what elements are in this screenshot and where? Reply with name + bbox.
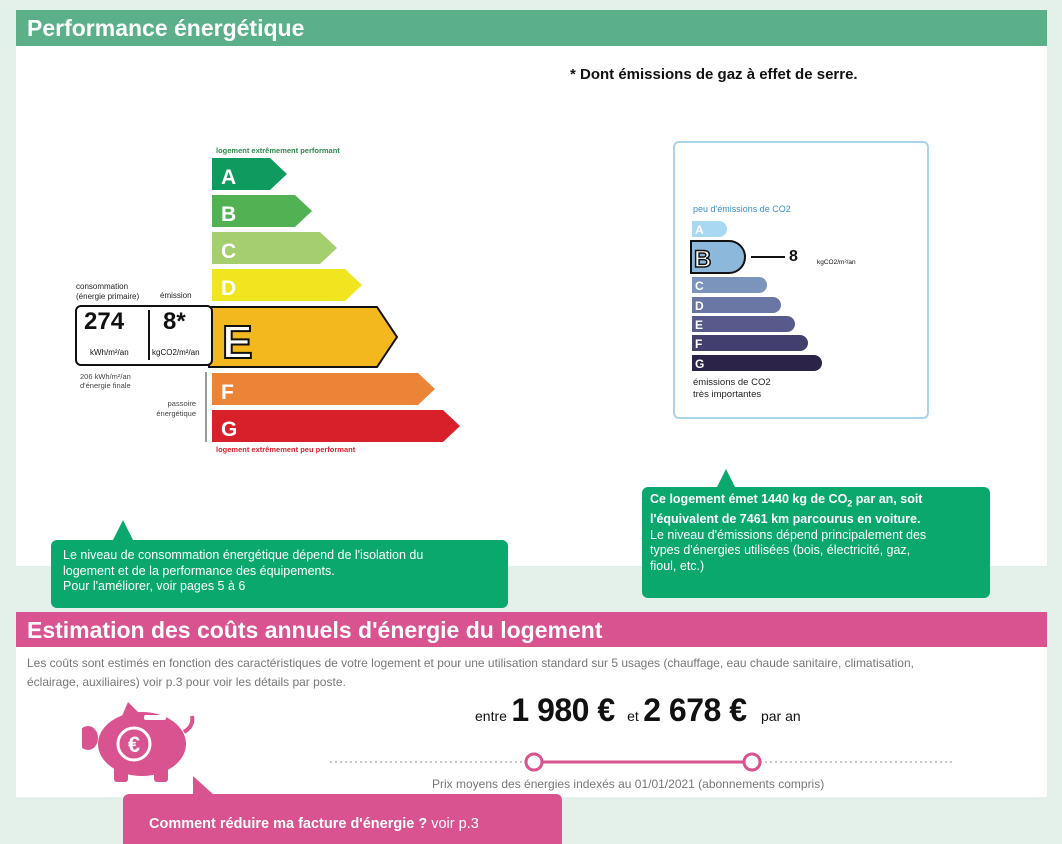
emissions-info-bubble [642, 487, 990, 598]
value-divider [148, 310, 150, 360]
cost-description [27, 654, 1037, 692]
bubble-right-tail [716, 469, 736, 489]
section-title-costs: Estimation des coûts annuels d'énergie du logement [27, 617, 603, 643]
tip-bubble-tail [193, 776, 215, 796]
emission-unit: kgCO2/m²/an [152, 348, 200, 357]
bubble-right-line2: types d'énergies utilisées (bois, électricité, gaz, [650, 543, 911, 557]
co2-scale [689, 218, 829, 376]
consumption-value: 274 [84, 308, 125, 335]
co2-bottom-caption-line1: émissions de CO2 [693, 377, 771, 388]
dpe-top-caption: logement extrêmement performant [216, 146, 340, 155]
dpe-letter-a: A [221, 166, 237, 189]
bubble-right-bold2: par an, soit [852, 492, 923, 506]
co2-class-a [692, 221, 727, 237]
bubble-right-sub: 2 [847, 498, 853, 509]
dpe-letter-e: E [222, 316, 253, 368]
dpe-class-g [212, 410, 460, 442]
range-prefix: entre [475, 708, 507, 724]
co2-letter-b: B [694, 246, 712, 273]
bubble-left-line2: logement et de la performance des équipements. [63, 563, 335, 578]
co2-letter-g: G [695, 357, 705, 371]
bubble-right-line3: fioul, etc.) [650, 558, 705, 573]
bubble-left-line3: Pour l'améliorer, voir pages 5 à 6 [63, 579, 246, 593]
co2-class-d [692, 297, 781, 313]
dpe-class-c [212, 232, 337, 264]
dpe-bottom-caption: logement extrêmement peu performant [216, 445, 356, 454]
piggy-euro-symbol: € [127, 732, 141, 757]
co2-letter-a: A [695, 223, 704, 237]
co2-class-g [692, 355, 822, 371]
dpe-letter-d: D [221, 277, 237, 300]
cost-range [475, 692, 801, 729]
range-max: 2 678 € [643, 692, 747, 728]
co2-top-caption: peu d'émissions de CO2 [693, 204, 791, 214]
cost-range-bar [328, 750, 958, 774]
dpe-letter-f: F [221, 381, 234, 404]
tip-question: Comment réduire ma facture d'énergie ? [149, 816, 428, 832]
co2-class-e [692, 316, 795, 332]
range-max-marker [744, 754, 760, 770]
range-and: et [627, 708, 639, 724]
bubble-left-tail [113, 520, 133, 540]
emission-label: émission [160, 291, 192, 300]
price-note: Prix moyens des énergies indexés au 01/01/2021 (abonnements compris) [432, 777, 825, 791]
tip-box [123, 794, 562, 844]
consumption-unit: kWh/m²/an [90, 348, 129, 357]
bubble-right-line1: Le niveau d'émissions dépend principalement des [650, 527, 927, 542]
co2-bottom-caption-line2: très importantes [693, 389, 762, 400]
dpe-letter-g: G [221, 418, 238, 441]
dpe-class-b [212, 195, 312, 227]
range-min-marker [526, 754, 542, 770]
piggy-bank-icon [82, 702, 196, 784]
final-energy-line1: 206 kWh/m²/an [80, 372, 131, 381]
co2-letter-d: D [695, 299, 704, 313]
dpe-letter-b: B [221, 203, 237, 226]
dpe-scale [205, 154, 475, 446]
co2-class-c [692, 277, 767, 293]
bubble-right-bold1: Ce logement émet 1440 kg de CO [650, 492, 848, 506]
co2-letter-f: F [695, 337, 703, 351]
dpe-class-d [212, 269, 362, 301]
passoire-line2: énergétique [156, 409, 196, 418]
range-min: 1 980 € [511, 692, 615, 728]
dpe-letter-c: C [221, 240, 237, 263]
dpe-class-a [212, 158, 287, 190]
passoire-bracket [205, 372, 207, 442]
co2-class-b [691, 241, 745, 273]
consumption-info-bubble [51, 540, 508, 608]
final-energy-note [80, 372, 131, 390]
section-title-performance: Performance énergétique [27, 15, 305, 41]
co2-class-f [692, 335, 808, 351]
emission-value: 8* [163, 308, 186, 335]
co2-letter-c: C [695, 279, 704, 293]
dpe-class-e [209, 307, 397, 368]
co2-unit: kgCO2/m²/an [817, 259, 856, 266]
tip-link[interactable]: voir p.3 [427, 816, 479, 832]
bubble-left-line1: Le niveau de consommation énergétique dépend de l'isolation du [63, 548, 424, 562]
passoire-label [144, 399, 196, 419]
dpe-class-f [212, 373, 435, 405]
bubble-right-bold-line2: l'équivalent de 7461 km parcourus en voiture. [650, 512, 921, 526]
bubble-right-bold-line1 [650, 492, 982, 512]
co2-bottom-caption [693, 377, 771, 401]
final-energy-line2: d'énergie finale [80, 381, 131, 390]
passoire-line1: passoire [167, 399, 196, 408]
co2-letter-e: E [695, 318, 704, 332]
footnote-emissions: * Dont émissions de gaz à effet de serre. [570, 66, 858, 83]
cost-description-line1: Les coûts sont estimés en fonction des caractéristiques de votre logement et pour une utilisation standard sur 5 usages (chauffage, eau chaude sanitaire, climatisation, [27, 656, 914, 670]
cost-description-line2: éclairage, auxiliaires) voir p.3 pour voir les détails par poste. [27, 675, 346, 689]
consumption-label: consommation (énergie primaire) [76, 282, 140, 301]
range-suffix: par an [760, 708, 801, 724]
co2-value: 8 [789, 248, 798, 265]
